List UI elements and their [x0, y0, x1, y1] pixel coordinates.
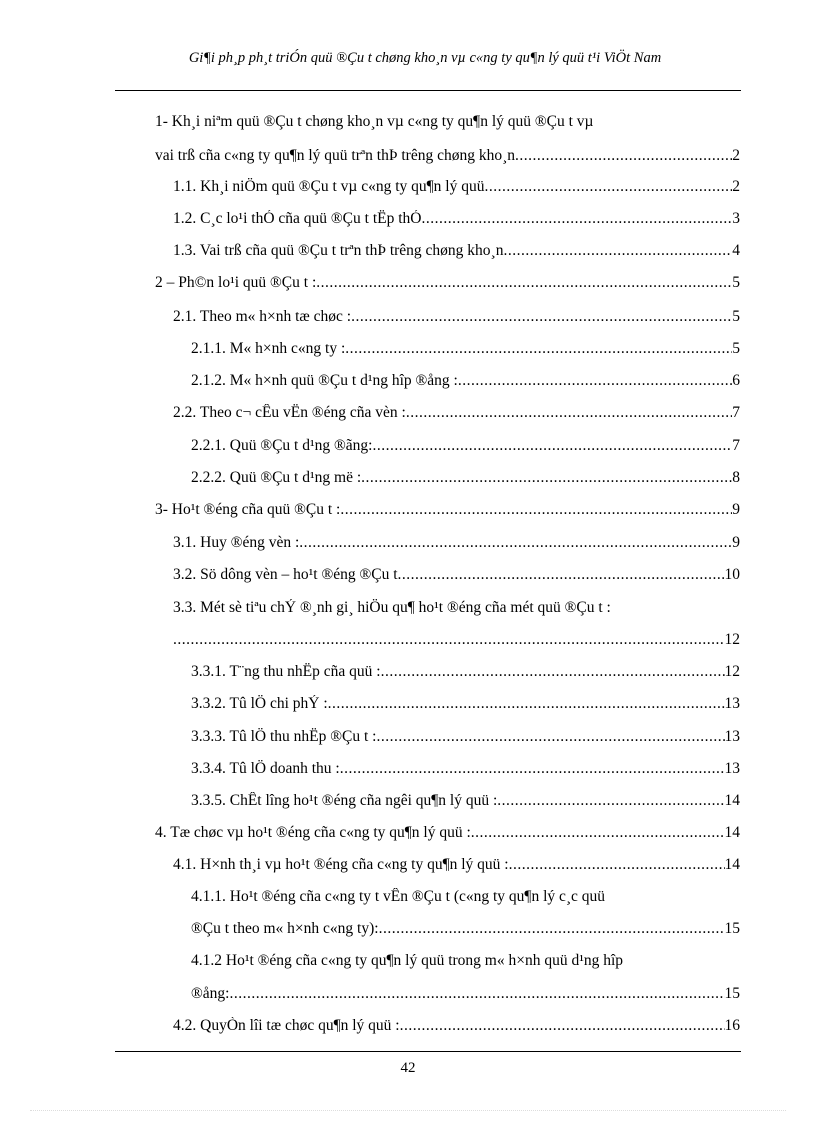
toc-entry-text: ®ång:: [191, 985, 230, 1002]
toc-entry-text: 2.2.1. Quü ®Çu t d¹ng ®ãng:: [191, 437, 373, 454]
toc-entry[interactable]: [155, 501, 740, 523]
toc-entry[interactable]: [191, 888, 740, 910]
leader-dots: [340, 760, 725, 778]
toc-entry-page: 2: [732, 178, 740, 195]
toc-entry-text: 4.2. QuyÒn lîi tæ chøc qu¶n lý quü :: [173, 1017, 400, 1034]
leader-dots: [458, 372, 732, 390]
leader-dots: [503, 242, 732, 260]
toc-entry-page: 10: [724, 566, 740, 583]
toc-entry[interactable]: [191, 952, 740, 974]
header-divider: [115, 90, 741, 91]
toc-entry-page: 5: [732, 308, 740, 325]
toc-entry-text: 4.1. H×nh th¸i vµ ho¹t ®éng cña c«ng ty qu¶n lý quü :: [173, 856, 509, 873]
toc-entry[interactable]: [173, 599, 740, 621]
toc-entry-page: 7: [732, 437, 740, 454]
toc-entry-text: 3.3.3. Tû lÖ thu nhËp ®Çu t :: [191, 728, 377, 745]
page-edge-marker: [30, 1110, 786, 1111]
toc-entry-page: 5: [732, 340, 740, 357]
toc-entry-text: 3.3. Mét sè tiªu chÝ ®¸nh gi¸ hiÖu qu¶ ho¹t ®éng cña mét quü ®Çu t :: [173, 599, 611, 616]
toc-entry-text: 2.1.2. M« h×nh quü ®Çu t d¹ng hîp ®ång :: [191, 372, 458, 389]
toc-entry[interactable]: [173, 210, 740, 232]
toc-entry[interactable]: [155, 274, 740, 296]
leader-dots: [351, 308, 732, 326]
leader-dots: [398, 566, 725, 584]
toc-entry-page: 13: [724, 695, 740, 712]
toc-entry-text: 3.2. Sö dông vèn – ho¹t ®éng ®Çu t: [173, 566, 398, 583]
toc-entry-text: 3.1. Huy ®éng vèn :: [173, 534, 300, 551]
toc-entry-page: 15: [724, 920, 740, 937]
toc-entry-text: vai trß cña c«ng ty qu¶n lý quü trªn thÞ trêng chøng kho¸n: [155, 147, 515, 164]
toc-entry[interactable]: [191, 920, 740, 942]
leader-dots: [340, 501, 732, 519]
toc-entry-text: 2.2. Theo c¬ cÊu vËn ®éng cña vèn :: [173, 404, 406, 421]
toc-entry-page: 8: [732, 469, 740, 486]
toc-entry-page: 9: [732, 534, 740, 551]
toc-entry[interactable]: [155, 113, 740, 135]
toc-entry[interactable]: [155, 147, 740, 169]
leader-dots: [173, 631, 725, 649]
leader-dots: [484, 178, 732, 196]
toc-entry-text: 1.1. Kh¸i niÖm quü ®Çu t vµ c«ng ty qu¶n lý quü: [173, 178, 485, 195]
toc-entry-text: 3- Ho¹t ®éng cña quü ®Çu t :: [155, 501, 341, 518]
toc-entry-text: 4.1.1. Ho¹t ®éng cña c«ng ty t vÊn ®Çu t (c«ng ty qu¶n lý c¸c quü: [191, 888, 606, 905]
toc-entry[interactable]: [191, 760, 740, 782]
toc-entry-text: 1.3. Vai trß cña quü ®Çu t trªn thÞ trêng chøng kho¸n: [173, 242, 504, 259]
leader-dots: [316, 274, 732, 292]
leader-dots: [497, 792, 724, 810]
leader-dots: [421, 210, 732, 228]
toc-entry-text: 1- Kh¸i niªm quü ®Çu t chøng kho¸n vµ c«ng ty qu¶n lý quü ®Çu t vµ: [155, 113, 594, 130]
leader-dots: [361, 469, 732, 487]
toc-entry[interactable]: [173, 1017, 740, 1039]
toc-entry[interactable]: [191, 663, 740, 685]
toc-entry[interactable]: [173, 534, 740, 556]
toc-entry[interactable]: [191, 728, 740, 750]
toc-entry[interactable]: [191, 792, 740, 814]
toc-entry[interactable]: [191, 340, 740, 362]
leader-dots: [376, 728, 724, 746]
toc-entry-page: 4: [732, 242, 740, 259]
toc-entry-text: 3.3.5. ChÊt lîng ho¹t ®éng cña ngêi qu¶n lý quü :: [191, 792, 498, 809]
toc-entry-text: 2.1.1. M« h×nh c«ng ty :: [191, 340, 346, 357]
toc-entry-page: 13: [724, 728, 740, 745]
toc-entry[interactable]: [191, 695, 740, 717]
toc-entry[interactable]: [173, 631, 740, 653]
toc-entry[interactable]: [173, 856, 740, 878]
toc-entry-text: ®Çu t theo m« h×nh c«ng ty):: [191, 920, 379, 937]
running-header-title: Gi¶i ph¸p ph¸t triÓn quü ®Çu t chøng kho¸n vµ c«ng ty qu¶n lý quü t¹i ViÖt Nam: [188, 50, 662, 66]
leader-dots: [406, 404, 732, 422]
toc-entry-page: 16: [724, 1017, 740, 1034]
toc-entry-page: 5: [732, 274, 740, 291]
toc-entry-page: 9: [732, 501, 740, 518]
toc-entry-page: 13: [724, 760, 740, 777]
toc-entry-text: 3.3.4. Tû lÖ doanh thu :: [191, 760, 340, 777]
toc-entry-text: 3.3.1. T¨ng thu nhËp cña quü :: [191, 663, 381, 680]
toc-entry-text: 3.3.2. Tû lÖ chi phÝ :: [191, 695, 328, 712]
leader-dots: [515, 147, 732, 165]
toc-entry-page: 12: [724, 663, 740, 680]
toc-entry-text: 1.2. C¸c lo¹i thÓ cña quü ®Çu t tËp thÓ: [173, 210, 422, 227]
toc-entry-page: 14: [724, 856, 740, 873]
toc-entry[interactable]: [191, 469, 740, 491]
leader-dots: [471, 824, 725, 842]
toc-entry-page: 14: [724, 824, 740, 841]
toc-entry[interactable]: [173, 566, 740, 588]
toc-entry[interactable]: [173, 242, 740, 264]
leader-dots: [299, 534, 732, 552]
leader-dots: [509, 856, 725, 874]
toc-entry[interactable]: [191, 372, 740, 394]
toc-entry-page: 2: [732, 147, 740, 164]
leader-dots: [400, 1017, 725, 1035]
toc-entry-page: 12: [724, 631, 740, 648]
toc-entry-text: 2 – Ph©n lo¹i quü ®Çu t :: [155, 274, 317, 291]
leader-dots: [379, 920, 725, 938]
toc-entry-text: 4.1.2 Ho¹t ®éng cña c«ng ty qu¶n lý quü trong m« h×nh quü d¹ng hîp: [191, 952, 624, 969]
toc-entry-page: 15: [724, 985, 740, 1002]
leader-dots: [229, 985, 724, 1003]
leader-dots: [345, 340, 732, 358]
leader-dots: [328, 695, 725, 713]
toc-entry[interactable]: [155, 824, 740, 846]
toc-entry[interactable]: [173, 178, 740, 200]
toc-entry-page: 7: [732, 404, 740, 421]
toc-entry-text: 2.2.2. Quü ®Çu t d¹ng më :: [191, 469, 362, 486]
leader-dots: [372, 437, 732, 455]
toc-entry[interactable]: [191, 437, 740, 459]
footer-divider: [115, 1051, 741, 1052]
leader-dots: [381, 663, 725, 681]
toc-entry-page: 14: [724, 792, 740, 809]
toc-entry-page: 6: [732, 372, 740, 389]
toc-entry[interactable]: [173, 404, 740, 426]
toc-entry-text: 4. Tæ chøc vµ ho¹t ®éng cña c«ng ty qu¶n lý quü :: [155, 824, 471, 841]
toc-entry[interactable]: [173, 308, 740, 330]
toc-entry-page: 3: [732, 210, 740, 227]
toc-entry-text: 2.1. Theo m« h×nh tæ chøc :: [173, 308, 352, 325]
page-number: 42: [400, 1060, 416, 1076]
toc-entry[interactable]: [191, 985, 740, 1007]
